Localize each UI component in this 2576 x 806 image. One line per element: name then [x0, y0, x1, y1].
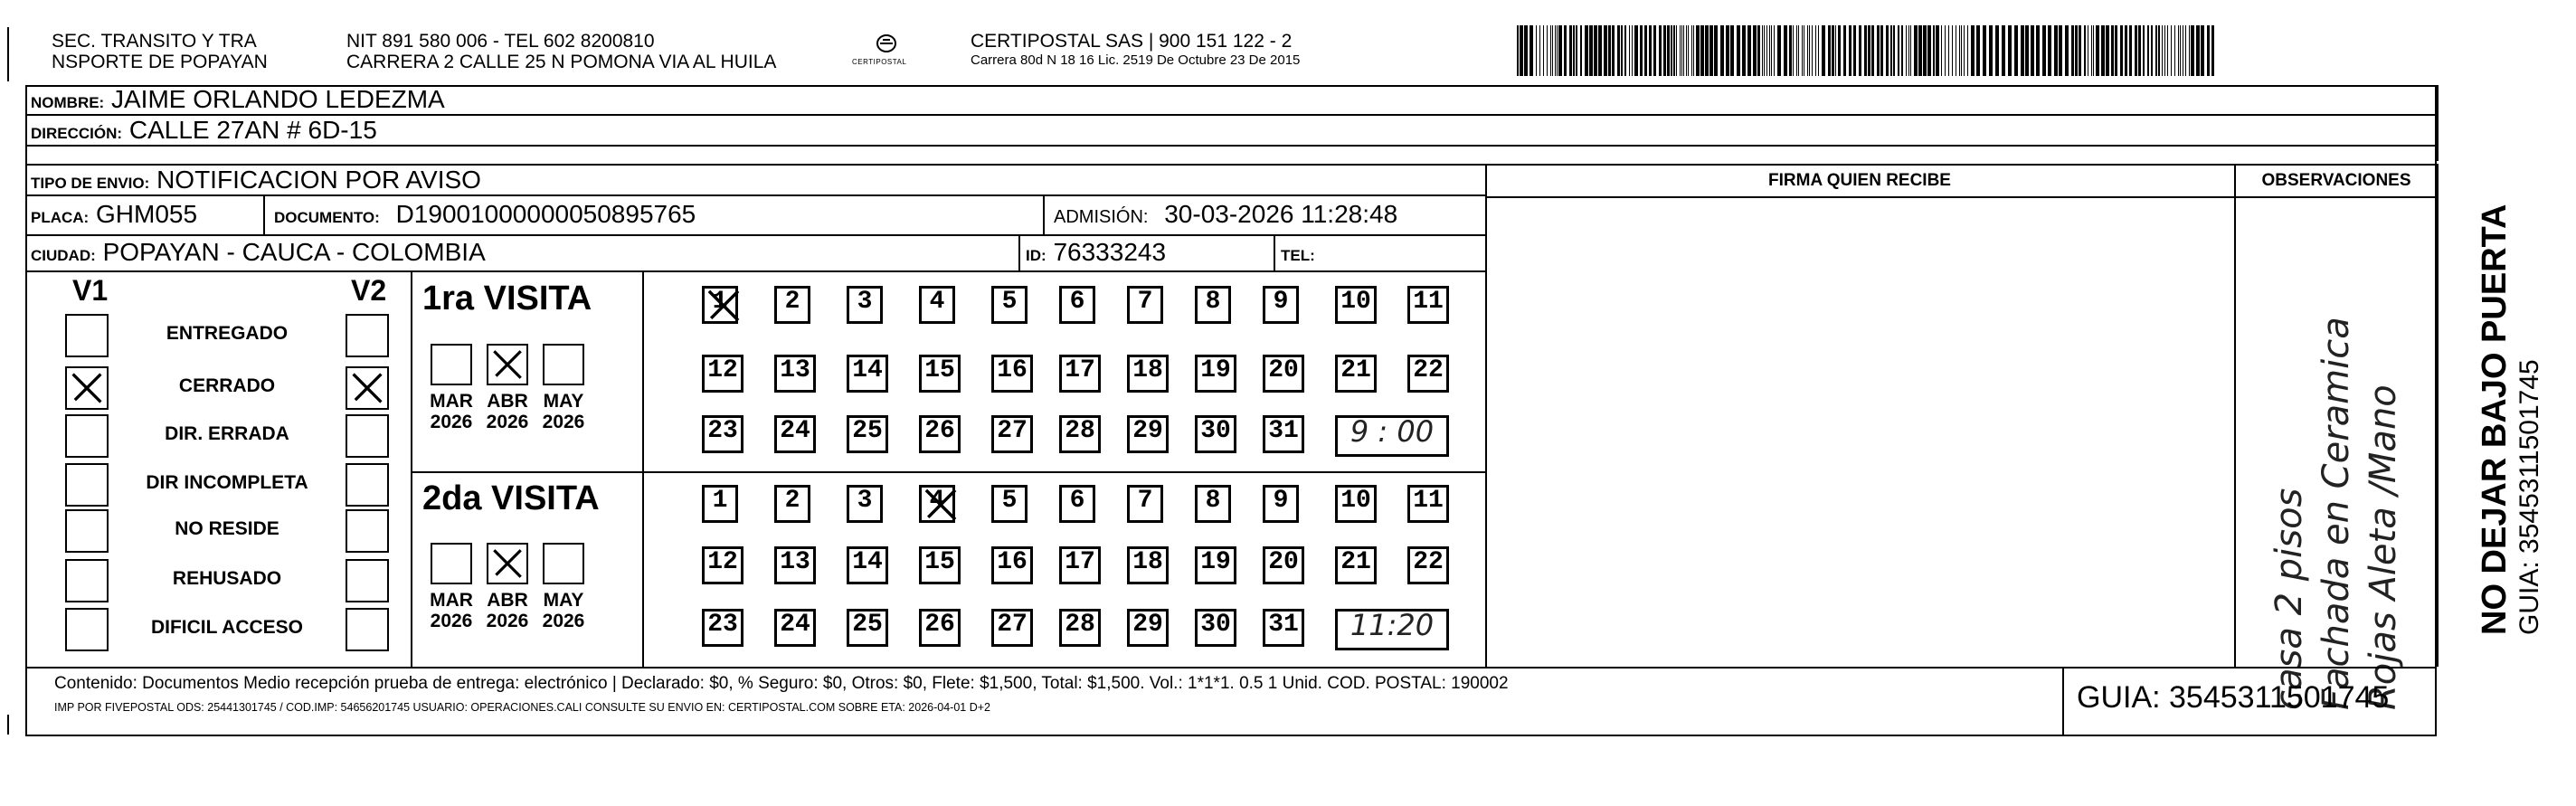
month-checkbox[interactable] [487, 543, 528, 584]
day-box[interactable]: 6 [1059, 286, 1095, 324]
month-label: MAY 2026 [542, 590, 585, 631]
day-box[interactable]: 5 [991, 286, 1028, 324]
day-box[interactable]: 9 [1263, 286, 1299, 324]
issuer-line2: NSPORTE DE POPAYAN [52, 52, 268, 72]
day-box[interactable]: 19 [1195, 546, 1236, 584]
obs-line2: Fachada en Ceramica [2316, 317, 2357, 710]
footer-contenido: Contenido: Documentos Medio recepción prueba de entrega: electrónico | Declarado: $0, % Seguro: $0, Otros: $0, Flete: $1,500, Total: $1,500. Vol.: 1*1*1. 0.5 1 Unid. COD. POSTAL: 190002 [54, 674, 1509, 693]
day-box[interactable]: 12 [702, 546, 743, 584]
edge-mark [7, 27, 9, 81]
day-box[interactable]: 29 [1127, 415, 1169, 453]
day-box[interactable]: 6 [1059, 485, 1095, 523]
direccion-value: CALLE 27AN # 6D-15 [128, 116, 377, 144]
side-panel [2442, 122, 2574, 635]
nombre-row: NOMBRE: JAIME ORLANDO LEDEZMA [25, 85, 2439, 116]
barcode [1515, 25, 2221, 76]
admision-value: 30-03-2026 11:28:48 [1164, 200, 1398, 228]
side-warning: NO DEJAR BAJO PUERTA [2476, 204, 2514, 635]
day-box[interactable]: 12 [702, 355, 743, 393]
company-info [971, 31, 1300, 68]
month-label: MAY 2026 [542, 391, 585, 432]
day-box[interactable]: 27 [991, 415, 1033, 453]
month-checkbox[interactable] [431, 344, 472, 385]
day-box[interactable]: 22 [1407, 546, 1449, 584]
day-box[interactable]: 8 [1195, 485, 1231, 523]
v2-label: V2 [351, 274, 387, 307]
footer-imp: IMP POR FIVEPOSTAL ODS: 25441301745 / COD.IMP: 54656201745 USUARIO: OPERACIONES.CALI CONSULTE SU ENVIO EN: CERTIPOSTAL.COM SOBRE ETA: 2026-04-01 D+2 [54, 701, 990, 714]
day-box[interactable]: 25 [847, 415, 888, 453]
day-box[interactable]: 16 [991, 546, 1033, 584]
issuer-name [52, 31, 268, 72]
v2-checkbox[interactable] [346, 314, 389, 357]
status-label: CERRADO [178, 375, 276, 396]
company-line1: CERTIPOSTAL SAS | 900 151 122 - 2 [971, 31, 1293, 52]
status-label: DIR. ERRADA [165, 423, 289, 444]
day-box[interactable]: 13 [774, 355, 816, 393]
obs-line1: casa 2 pisos [2268, 488, 2310, 710]
day-box[interactable]: 31 [1263, 415, 1304, 453]
day-box[interactable]: 15 [919, 355, 961, 393]
day-box[interactable]: 18 [1127, 355, 1169, 393]
v2-checkbox[interactable] [346, 559, 389, 602]
obs-line3: Rojas Aleta /Mano [2363, 384, 2404, 710]
day-box[interactable]: 16 [991, 355, 1033, 393]
address-line: CARRERA 2 CALLE 25 N POMONA VIA AL HUILA [346, 52, 777, 72]
day-box[interactable]: 13 [774, 546, 816, 584]
certipostal-logo: CERTIPOSTAL [850, 29, 923, 74]
day-box[interactable]: 10 [1335, 286, 1377, 324]
day-box[interactable]: 26 [919, 415, 961, 453]
day-box[interactable]: 14 [847, 546, 888, 584]
day-box[interactable]: 29 [1127, 609, 1169, 647]
day-box[interactable]: 30 [1195, 415, 1236, 453]
month-checkbox[interactable] [543, 344, 584, 385]
documento-value: D19001000000050895765 [395, 200, 696, 228]
day-box[interactable]: 26 [919, 609, 961, 647]
placa-row: PLACA: GHM055 DOCUMENTO: D19001000000050895765 ADMISIÓN: 30-03-2026 11:28:48 [25, 196, 1485, 236]
barcode-graphic [1515, 25, 2221, 76]
v1-checkbox[interactable] [65, 559, 109, 602]
logo-icon [850, 29, 923, 74]
time-box[interactable]: 11:20 [1335, 609, 1449, 650]
month-label: MAR 2026 [430, 391, 473, 432]
status-label: DIFICIL ACCESO [150, 617, 303, 638]
day-box[interactable]: 25 [847, 609, 888, 647]
day-box[interactable]: 3 [847, 286, 883, 324]
day-box[interactable]: 4 [919, 485, 955, 523]
id-value: 76333243 [1053, 238, 1167, 266]
direccion-row: DIRECCIÓN: CALLE 27AN # 6D-15 [25, 116, 2439, 147]
issuer-line1: SEC. TRANSITO Y TRA [52, 31, 257, 52]
day-box[interactable]: 7 [1127, 286, 1163, 324]
status-label: ENTREGADO [166, 323, 289, 344]
status-label: DIR INCOMPLETA [146, 472, 308, 493]
v1-checkbox[interactable] [65, 608, 109, 651]
status-label: REHUSADO [172, 568, 282, 589]
day-box[interactable]: 28 [1059, 415, 1101, 453]
day-box[interactable]: 24 [774, 415, 816, 453]
day-box[interactable]: 4 [919, 286, 955, 324]
day-box[interactable]: 11 [1407, 485, 1449, 523]
day-box[interactable]: 15 [919, 546, 961, 584]
day-box[interactable]: 7 [1127, 485, 1163, 523]
nit-line: NIT 891 580 006 - TEL 602 8200810 [346, 31, 655, 52]
day-box[interactable]: 31 [1263, 609, 1304, 647]
day-box[interactable]: 17 [1059, 355, 1101, 393]
day-box[interactable]: 21 [1335, 355, 1377, 393]
time-box[interactable]: 9 : 00 [1335, 415, 1449, 457]
day-box[interactable]: 20 [1263, 546, 1304, 584]
v1-checkbox[interactable] [65, 509, 109, 553]
observaciones-area[interactable] [2241, 201, 2431, 710]
signature-area[interactable] [1489, 200, 2230, 665]
day-box[interactable]: 18 [1127, 546, 1169, 584]
v1-checkbox[interactable] [65, 463, 109, 507]
v2-checkbox[interactable] [346, 509, 389, 553]
v1-checkbox[interactable] [65, 366, 109, 410]
day-box[interactable]: 30 [1195, 609, 1236, 647]
day-box[interactable]: 1 [702, 286, 738, 324]
nombre-value: JAIME ORLANDO LEDEZMA [111, 85, 445, 113]
tipo-value: NOTIFICACION POR AVISO [156, 166, 481, 194]
day-box[interactable]: 8 [1195, 286, 1231, 324]
ciudad-row: CIUDAD: POPAYAN - CAUCA - COLOMBIA ID: 76333243 TEL: [25, 236, 1485, 272]
month-checkbox[interactable] [487, 344, 528, 385]
v2-checkbox[interactable] [346, 366, 389, 410]
visita2-title: 2da VISITA [422, 479, 600, 517]
day-box[interactable]: 19 [1195, 355, 1236, 393]
day-box[interactable]: 10 [1335, 485, 1377, 523]
month-checkbox[interactable] [431, 543, 472, 584]
day-box[interactable]: 2 [774, 485, 810, 523]
visita1-title: 1ra VISITA [422, 280, 592, 318]
day-box[interactable]: 11 [1407, 286, 1449, 324]
day-box[interactable]: 1 [702, 485, 738, 523]
ciudad-value: POPAYAN - CAUCA - COLOMBIA [102, 238, 486, 266]
v1-label: V1 [72, 274, 109, 307]
footer-guia: GUIA: 3545311501745 [2077, 680, 2390, 715]
observaciones-header: OBSERVACIONES [2261, 171, 2411, 190]
placa-value: GHM055 [96, 200, 198, 228]
day-box[interactable]: 23 [702, 415, 743, 453]
month-checkbox[interactable] [543, 543, 584, 584]
day-box[interactable]: 21 [1335, 546, 1377, 584]
day-box[interactable]: 9 [1263, 485, 1299, 523]
day-box[interactable]: 17 [1059, 546, 1101, 584]
issuer-address [346, 31, 776, 72]
side-guia: GUIA: 3545311501745 [2514, 359, 2544, 635]
v2-checkbox[interactable] [346, 463, 389, 507]
status-label: NO RESIDE [175, 518, 279, 539]
day-box[interactable]: 24 [774, 609, 816, 647]
day-box[interactable]: 2 [774, 286, 810, 324]
v1-checkbox[interactable] [65, 414, 109, 458]
firma-header: FIRMA QUIEN RECIBE [1768, 171, 1951, 190]
v1-checkbox[interactable] [65, 314, 109, 357]
day-box[interactable]: 14 [847, 355, 888, 393]
tipo-row: TIPO DE ENVIO: NOTIFICACION POR AVISO [25, 164, 1485, 196]
month-label: ABR 2026 [486, 590, 529, 631]
day-box[interactable]: 3 [847, 485, 883, 523]
day-box[interactable]: 23 [702, 609, 743, 647]
v2-checkbox[interactable] [346, 608, 389, 651]
month-label: ABR 2026 [486, 391, 529, 432]
day-box[interactable]: 27 [991, 609, 1033, 647]
v2-checkbox[interactable] [346, 414, 389, 458]
month-label: MAR 2026 [430, 590, 473, 631]
company-line2: Carrera 80d N 18 16 Lic. 2519 De Octubre 23 De 2015 [971, 52, 1301, 68]
day-box[interactable]: 28 [1059, 609, 1101, 647]
day-box[interactable]: 5 [991, 485, 1028, 523]
day-box[interactable]: 20 [1263, 355, 1304, 393]
day-box[interactable]: 22 [1407, 355, 1449, 393]
edge-mark [7, 715, 9, 735]
